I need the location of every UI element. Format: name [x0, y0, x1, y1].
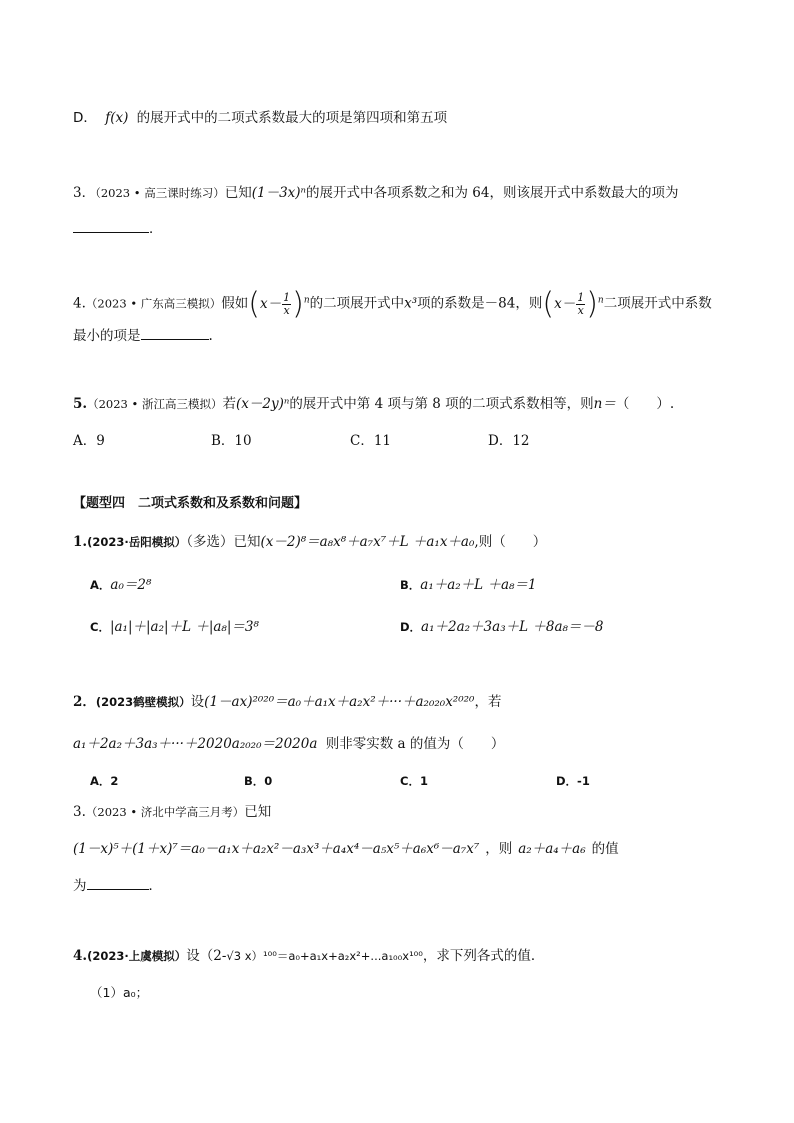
option-d-line [73, 107, 447, 129]
math-expression: (x－2y)ⁿ [235, 396, 290, 412]
question-number: 4. [73, 948, 88, 964]
question-text: 假如 [221, 295, 249, 312]
math-expression: (1－ax)²⁰²⁰＝a₀＋a₁x＋a₂x²＋···＋a₂₀₂₀x²⁰²⁰ [204, 694, 475, 710]
question-text: 设（2- [186, 948, 227, 964]
question-3a-line2 [73, 218, 163, 240]
question-text: 的值 [591, 841, 619, 857]
question-text: 已知 [244, 804, 272, 820]
option-d[interactable]: D．12 [488, 433, 530, 449]
question-text: 为 [73, 878, 87, 894]
question-number: 5. [73, 396, 88, 412]
option-math: |a₁|＋|a₂|＋L ＋|a₈|＝3⁸ [109, 619, 259, 635]
math-expression: (x－2)⁸＝a₈x⁸＋a₇x⁷＋L ＋a₁x＋a₀ [260, 534, 475, 550]
question-number: 1. [73, 534, 88, 550]
coefficient: －84 [484, 295, 516, 312]
option-c[interactable]: C．1 [400, 774, 428, 788]
option-c[interactable]: C．11 [350, 433, 392, 449]
option-letter: C． [90, 620, 110, 634]
option-b[interactable] [400, 574, 537, 596]
math-n: n＝ [593, 396, 616, 412]
option-text: 的展开式中的二项式系数最大的项是第四项和第五项 [136, 110, 448, 126]
question-source: (2023·上虞模拟） [87, 949, 187, 963]
question-text: ,则（ ） [474, 534, 547, 550]
math-expression: a₁＋2a₂＋3a₃＋···＋2020a₂₀₂₀＝2020a [73, 736, 318, 752]
question-end: ． [149, 221, 163, 237]
question-source: （2023 • 浙江高三模拟） [87, 397, 223, 411]
question-text: 则非零实数 a 的值为（ ） [325, 736, 505, 752]
option-b[interactable]: B．10 [211, 433, 252, 449]
question-text: 项的系数是 [417, 295, 485, 312]
math-expression: √3 x）¹⁰⁰＝a₀+a₁x+a₂x²+...a₁₀₀x¹⁰⁰ [226, 949, 423, 963]
section-q3-line3 [73, 875, 162, 897]
question-end: . [208, 328, 213, 344]
section-q3-line1 [73, 801, 271, 823]
question-text: 的展开式中第 4 项与第 8 项的二项式系数相等，则 [289, 396, 594, 412]
question-4a-line2 [73, 325, 213, 347]
question-number: 2． [73, 694, 96, 710]
question-number: 3． [73, 185, 96, 201]
option-letter: D． [73, 110, 97, 126]
option-math: a₀＝2⁸ [110, 577, 152, 593]
question-text: 最小的项是 [73, 328, 141, 344]
question-text: 若 [222, 396, 236, 412]
math-binomial: (x－ $\frac{1}{x}$ )$^n$ [542, 286, 604, 321]
math-x3: x³ [404, 295, 418, 312]
section-q3-line2 [73, 838, 619, 860]
question-text: ，若 [474, 694, 502, 710]
question-text: ，则 [515, 295, 543, 312]
answer-blank[interactable] [87, 875, 149, 890]
section-title: 【题型四 二项式系数和及系数和问题】 [73, 496, 308, 511]
question-text: 二项展开式中系数 [603, 295, 712, 312]
question-text: 已知 [224, 185, 252, 201]
question-5a-line1 [73, 393, 674, 415]
section-q1-line1 [73, 531, 546, 553]
question-text: ，则 [485, 841, 513, 857]
option-a[interactable]: A．9 [73, 433, 105, 449]
option-letter: B． [400, 578, 421, 592]
question-source: （2023 • 济北中学高三月考） [85, 805, 245, 819]
question-source: (2023鹤壁模拟） [95, 695, 191, 709]
section-q2-line1 [73, 691, 501, 713]
math-expression: a₂＋a₄＋a₆ [518, 841, 586, 857]
question-source: （2023 • 广东高三模拟） [85, 296, 222, 311]
section-q4-line1 [73, 945, 544, 967]
question-text: （多选）已知 [186, 534, 261, 550]
option-a[interactable]: A．2 [90, 774, 119, 788]
math-binomial: (x－ $\frac{1}{x}$ )$^n$ [248, 286, 310, 321]
option-b[interactable]: B．0 [244, 774, 273, 788]
question-number: 4. [73, 295, 86, 312]
question-text: （ ）. [615, 396, 675, 412]
question-4a-line1 [73, 280, 712, 324]
answer-blank[interactable] [73, 218, 149, 233]
option-d[interactable] [400, 616, 604, 638]
question-text: 的二项展开式中 [309, 295, 405, 312]
option-letter: D． [400, 620, 422, 634]
question-end: ． [148, 878, 162, 894]
sub-question-1: （1）a₀； [90, 985, 149, 1000]
section-q2-line2 [73, 733, 504, 755]
math-expression: (1－x)⁵＋(1＋x)⁷＝a₀－a₁x＋a₂x²－a₃x³＋a₄x⁴－a₅x⁵＋a₆x⁶－a₇x⁷ [73, 841, 480, 857]
question-source: (2023·岳阳模拟） [87, 535, 187, 549]
question-3a-line1 [73, 182, 678, 204]
question-text: ，求下列各式的值． [422, 948, 545, 964]
option-math: a₁＋a₂＋L ＋a₈＝1 [420, 577, 537, 593]
math-fx: f(x) [105, 110, 129, 126]
option-letter: A． [90, 578, 111, 592]
math-expression: (1－3x)ⁿ [251, 185, 307, 201]
option-math: a₁＋2a₂＋3a₃＋L ＋8a₈＝－8 [421, 619, 604, 635]
option-a[interactable] [90, 574, 151, 596]
question-source: （2023 • 高三课时练习） [95, 186, 225, 200]
option-d[interactable]: D．-1 [556, 774, 590, 788]
question-number: 3. [73, 804, 86, 820]
question-text: 设 [190, 694, 205, 710]
option-c[interactable] [90, 616, 259, 638]
question-text: 的展开式中各项系数之和为 64，则该展开式中系数最大的项为 [306, 185, 679, 201]
answer-blank[interactable] [141, 325, 209, 340]
